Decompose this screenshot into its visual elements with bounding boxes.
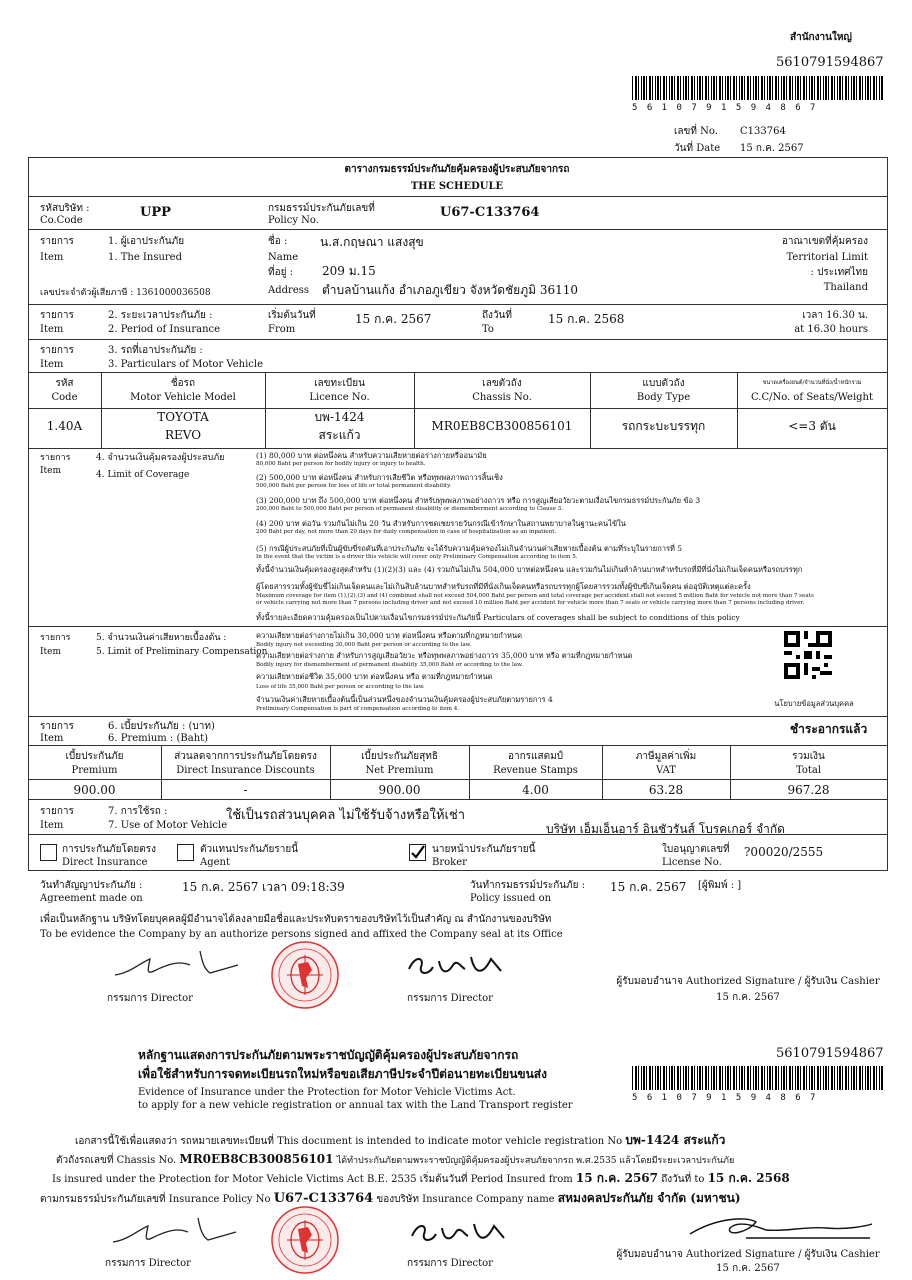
qr-caption: นโยบายข้อมูลส่วนบุคคล [774, 699, 854, 708]
evidence-line4-mid: ของบริษัท Insurance Company name [376, 1194, 555, 1205]
ph-discount-th: ส่วนลดจากการประกันภัยโดยตรง [174, 751, 317, 762]
item1-label-th: รายการ [40, 236, 74, 247]
vh-cc-th: ขนาดเครื่องยนต์/จำนวนที่นั่ง/น้ำหนักรวม [762, 380, 862, 386]
use-label-th: 7. การใช้รถ : [108, 806, 168, 817]
vehicle-cc: <=3 ตัน [788, 419, 836, 433]
coverage-1-th: (1) 80,000 บาท ต่อหนึ่งคน สำหรับความเสียหายต่อร่างกายหรืออนามัย [256, 451, 487, 460]
from-label-th: เริ่มต้นวันที่ [268, 310, 316, 321]
period-from: 15 ก.ค. 2567 [355, 312, 432, 326]
director-label-4: กรรมการ Director [407, 1258, 493, 1269]
use-value: ใช้เป็นรถส่วนบุคคล ไม่ใช้รับจ้างหรือให้เช่า [226, 808, 466, 823]
evidence-title-th1: หลักฐานแสดงการประกันภัยตามพระราชบัญญัติคุ้มครองผู้ประสบภัยจากรถ [138, 1048, 519, 1062]
item3-label-th: รายการ [40, 345, 74, 356]
vh-code-en: Code [51, 392, 78, 403]
territory-label-th: อาณาเขตที่คุ้มครอง [781, 236, 868, 247]
prelim-2-th: ความเสียหายต่อร่างกาย สำหรับการสูญเสียอวัยวะ หรือทุพพลภาพอย่างถาวร 35,000 บาท หรือ ตามที่กฎหมายกำหนด [256, 651, 633, 660]
ph-stamps-en: Revenue Stamps [493, 765, 578, 776]
tax-id: เลขประจำตัวผู้เสียภาษี : 1361000036508 [40, 288, 211, 298]
cashier-signature [686, 1208, 876, 1244]
discount-value: - [243, 783, 248, 797]
premium-value: 900.00 [73, 783, 116, 797]
evidence-doc-number: 5610791594867 [776, 1046, 884, 1061]
item5-label-th: รายการ [40, 633, 71, 643]
item4-label-th: รายการ [40, 453, 71, 463]
prelim-4-en: Preliminary Compensation is part of compensation according to item 4. [256, 706, 460, 712]
barcode-bottom-digits: 5 6 1 0 7 9 1 5 9 4 8 6 7 [632, 1093, 818, 1103]
coverage-2-th: (2) 500,000 บาท ต่อหนึ่งคน สำหรับการเสียชีวิต หรือทุพพลภาพถาวรสิ้นเชิง [256, 473, 503, 482]
agreement-label-th: วันทำสัญญาประกันภัย : [40, 880, 143, 891]
territory-label-en: Territorial Limit [786, 252, 868, 263]
ph-total-en: Total [795, 765, 822, 776]
item5-label-en: Item [40, 647, 62, 657]
address-label-th: ที่อยู่ : [268, 267, 294, 278]
evidence-statement-th: เพื่อเป็นหลักฐาน บริษัทโดยบุคคลผู้มีอำนาจได้ลงลายมือชื่อและประทับตราของบริษัทไว้เป็นสำคัญ ณ สำนักงานของบริษัท [40, 914, 552, 925]
address-line1: 209 ม.15 [322, 264, 376, 278]
coverage-5-en: In the event that the victim is a driver this vehicle will cover only Preliminary Compensation according to item 5. [256, 554, 578, 560]
territory-value-en: Thailand [823, 282, 868, 293]
broker-label-en: Broker [432, 857, 467, 868]
evidence-line1 [75, 1134, 725, 1147]
coverage-3-en: 200,000 Baht to 500,000 Baht per person of permanent disability or dismemberment according to Clause 3. [256, 506, 564, 512]
coverage-2-en: 500,000 Baht per person for loss of life or total permanent disability. [256, 483, 452, 489]
coverage-3-th: (3) 200,000 บาท ถึง 500,000 บาท ต่อหนึ่งคน สำหรับทุพพลภาพอย่างถาวร หรือ การสูญเสียอวัยวะตามเงื่อนไขกรมธรรม์ประกันภัย ข้อ 3 [256, 496, 701, 505]
coverage-4-th: (4) 200 บาท ต่อวัน รวมกันไม่เกิน 20 วัน สำหรับการชดเชยรายวันกรณีเข้ารักษาในสถานพยาบาลในฐานะคนไข้ใน [256, 519, 626, 528]
director-label-1: กรรมการ Director [107, 993, 193, 1004]
time-label-en: at 16.30 hours [794, 324, 868, 335]
authorized-label-1: ผู้รับมอบอำนาจ Authorized Signature / ผู้รับเงิน Cashier [616, 976, 880, 987]
direct-label-en: Direct Insurance [62, 857, 148, 868]
checkmark-icon [410, 845, 425, 860]
coverage-4-en: 200 Baht per day, not more than 20 days for daily compensation in case of hospitalization as an inpatient. [256, 529, 557, 535]
vh-model-th: ชื่อรถ [170, 378, 196, 389]
to-label-en: To [482, 324, 494, 335]
vehicle-chassis: MR0EB8CB300856101 [431, 419, 573, 433]
evidence-title-th2: เพื่อใช้สำหรับการจดทะเบียนรถใหม่หรือขอเสียภาษีประจำปีต่อนายทะเบียนขนส่ง [138, 1067, 547, 1081]
evidence-line3 [52, 1172, 790, 1185]
prelim-3-en: Loss of life 35,000 Baht per person or according to the law. [256, 684, 425, 690]
printer-label: [ผู้พิมพ์ : ] [698, 880, 742, 891]
item6-label-en: Item [40, 733, 64, 744]
item1-label-en: Item [40, 252, 64, 263]
agent-label-th: ตัวแทนประกันภัยรายนี้ [200, 844, 299, 855]
evidence-line2 [56, 1153, 734, 1166]
policy-number: U67-C133764 [440, 205, 540, 220]
policy-label-th: กรมธรรม์ประกันภัยเลขที่ [268, 203, 375, 214]
no-value: C133764 [740, 126, 786, 137]
vh-body-en: Body Type [636, 392, 691, 403]
net-premium-value: 900.00 [378, 783, 421, 797]
ph-stamps-th: อากรแสตมป์ [507, 751, 564, 762]
barcode-top [632, 76, 884, 100]
license-label-en: License No. [662, 857, 722, 868]
broker-company: บริษัท เอ็มเอ็นอาร์ อินชัวรันส์ โบรคเกอร์ จำกัด [546, 822, 785, 836]
date-value: 15 ก.ค. 2567 [740, 143, 804, 154]
ph-total-th: รวมเงิน [792, 751, 825, 762]
item7-label-th: รายการ [40, 806, 74, 817]
vehicle-model-name: REVO [164, 428, 202, 442]
agent-checkbox[interactable] [177, 844, 194, 861]
schedule-title-th: ตารางกรมธรรม์ประกันภัยคุ้มครองผู้ประสบภัยจากรถ [344, 164, 570, 175]
barcode-bottom [632, 1066, 884, 1090]
ph-net-th: เบี้ยประกันภัยสุทธิ [361, 751, 438, 762]
prelim-label-en: 5. Limit of Preliminary Compensation [96, 647, 268, 657]
vehicle-code: 1.40A [46, 419, 83, 433]
date-label: วันที่ Date [674, 143, 721, 154]
prelim-3-th: ความเสียหายต่อชีวิต 35,000 บาท ต่อหนึ่งคน หรือ ตามที่กฎหมายกำหนด [256, 672, 493, 681]
issued-label-en: Policy issued on [470, 893, 552, 904]
ph-discount-en: Direct Insurance Discounts [176, 765, 315, 776]
coverage-note: ทั้งนี้รายละเอียดความคุ้มครองเป็นไปตามเงื่อนไขกรมธรรม์ประกันภัยนี้ Particulars of coverages shall be subject to conditions of this policy [256, 613, 740, 622]
evidence-statement-en: To be evidence the Company by an authorize persons signed and affixed the Company seal at its Office [40, 929, 563, 940]
coverage-max-th2: ผู้โดยสารรวมทั้งผู้ขับขี่ไม่เกินเจ็ดคนและไม่เกินสิบล้านบาทสำหรับรถที่มีที่นั่งเกินเจ็ดคนหรือรถบรรทุกผู้โดยสารรวมทั้งผู้ขับขี่เกินเจ็ดคน ต่ออุบัติเหตุแต่ละครั้ง [256, 582, 751, 591]
address-line2: ตำบลบ้านแก้ง อำเภอภูเขียว จังหวัดชัยภูมิ 36110 [322, 283, 579, 297]
director-signature-1 [110, 945, 250, 985]
issued-value: 15 ก.ค. 2567 [610, 880, 687, 894]
period-label-th: 2. ระยะเวลาประกันภัย : [108, 310, 213, 321]
policy-label-en: Policy No. [268, 215, 319, 226]
barcode-digits: 5 6 1 0 7 9 1 5 9 4 8 6 7 [632, 103, 818, 113]
insured-label-en: 1. The Insured [108, 252, 182, 263]
coverage-max-en2: or vehicle carrying not more than 7 persons including driver and not exceed 10 million Baht per accident for vehicle more than 7 seats or vehicle carrying more than 7 persons including driver. [256, 600, 805, 606]
evidence-line3-text: Is insured under the Protection for Motor Vehicle Victims Act B.E. 2535 เริ่มต้นวันที่ Period Insured from [52, 1174, 573, 1185]
no-label: เลขที่ No. [674, 126, 718, 137]
authorized-date-2: 15 ก.ค. 2567 [716, 1263, 780, 1274]
authorized-label-2: ผู้รับมอบอำนาจ Authorized Signature / ผู้รับเงิน Cashier [616, 1249, 880, 1260]
agreement-value: 15 ก.ค. 2567 เวลา 09:18:39 [182, 880, 345, 894]
agent-label-en: Agent [200, 857, 230, 868]
coverage-max-th: ทั้งนี้จำนวนเงินคุ้มครองสูงสุดสำหรับ (1)(2)(3) และ (4) รวมกันไม่เกิน 504,000 บาทต่อหนึ่งคน และรวมกันไม่เกินห้าล้านบาทสำหรับรถที่มีที่นั่งไม่เกินเจ็ดคนหรือรถบรรทุก [256, 565, 803, 574]
coverage-max-en: Maximum coverage for item (1),(2),(3) and (4) combined shall not exceed 504,000 Baht per person and total coverage per accident shall not exceed 5 million Baht for vehicle not more than 7 seats [256, 593, 814, 599]
insured-label-th: 1. ผู้เอาประกันภัย [108, 236, 185, 247]
co-code-label-th: รหัสบริษัท : [40, 203, 90, 214]
use-label-en: 7. Use of Motor Vehicle [108, 820, 228, 831]
vh-code-th: รหัส [55, 378, 74, 389]
vehicle-licence-no: บพ-1424 [314, 410, 365, 424]
name-label-en: Name [268, 252, 299, 263]
coverage-1-en: 80,000 Baht per person for bodily injury or injury to health. [256, 461, 426, 467]
qr-code[interactable] [784, 631, 832, 679]
evidence-chassis: MR0EB8CB300856101 [179, 1152, 334, 1166]
vh-licence-en: Licence No. [309, 392, 370, 403]
vehicle-licence-province: สระแก้ว [318, 428, 361, 442]
insured-name: น.ส.กฤษณา แสงสุข [320, 235, 424, 249]
vh-body-th: แบบตัวถัง [642, 378, 685, 389]
evidence-registration: บพ-1424 สระแก้ว [625, 1133, 726, 1147]
item6-label-th: รายการ [40, 721, 74, 732]
coverage-label-th: 4. จำนวนเงินคุ้มครองผู้ประสบภัย [96, 453, 225, 463]
item3-label-en: Item [40, 359, 64, 370]
item4-label-en: Item [40, 466, 62, 476]
ph-vat-th: ภาษีมูลค่าเพิ่ม [635, 751, 697, 762]
broker-checkbox[interactable] [409, 844, 426, 861]
address-label-en: Address [268, 285, 309, 296]
vh-cc-en: C.C/No. of Seats/Weight [750, 392, 874, 403]
co-code-label-en: Co.Code [40, 215, 83, 226]
coverage-5-th: (5) กรณีผู้ประสบภัยที่เป็นผู้ขับขี่รถคันที่เอาประกันภัย จะได้รับความคุ้มครองไม่เกินจำนวนค่าเสียหายเบื้องต้น ตามที่ระบุในรายการที่ 5 [256, 544, 683, 553]
evidence-line4-text: ตามกรมธรรม์ประกันภัยเลขที่ Insurance Policy No [40, 1194, 271, 1205]
schedule-title-en: THE SCHEDULE [410, 181, 504, 192]
agreement-label-en: Agreement made on [40, 893, 143, 904]
vehicle-label-th: 3. รถที่เอาประกันภัย : [108, 345, 203, 356]
evidence-period-to: 15 ก.ค. 2568 [707, 1171, 790, 1185]
prelim-label-th: 5. จำนวนเงินค่าเสียหายเบื้องต้น : [96, 633, 227, 643]
premium-label-th: 6. เบี้ยประกันภัย : (บาท) [108, 721, 215, 732]
evidence-line2-text: ตัวถังรถเลขที่ Chassis No. [56, 1155, 177, 1166]
item7-label-en: Item [40, 820, 64, 831]
period-to: 15 ก.ค. 2568 [548, 312, 625, 326]
territory-value-th: : ประเทศไทย [810, 267, 868, 278]
prelim-1-th: ความเสียหายต่อร่างกายไม่เกิน 30,000 บาท ต่อหนึ่งคน หรือตามที่กฎหมายกำหนด [256, 631, 522, 640]
evidence-period-from: 15 ก.ค. 2567 [575, 1171, 658, 1185]
period-label-en: 2. Period of Insurance [108, 324, 221, 335]
ph-vat-en: VAT [656, 765, 676, 776]
premium-label-en: 6. Premium : (Baht) [108, 733, 209, 744]
vh-chassis-en: Chassis No. [472, 392, 532, 403]
direct-insurance-checkbox[interactable] [40, 844, 57, 861]
issued-label-th: วันทำกรมธรรม์ประกันภัย : [470, 880, 586, 891]
ph-premium-en: Premium [71, 765, 118, 776]
director-label-3: กรรมการ Director [105, 1258, 191, 1269]
vh-chassis-th: เลขตัวถัง [482, 378, 522, 389]
direct-label-th: การประกันภัยโดยตรง [62, 844, 156, 855]
co-code-value: UPP [140, 205, 171, 220]
coverage-label-en: 4. Limit of Coverage [96, 470, 190, 480]
document-number: 5610791594867 [776, 55, 884, 70]
evidence-line2-post: ได้ทำประกันภัยตามพระราชบัญญัติคุ้มครองผู้ประสบภัยจากรถ พ.ศ.2535 แล้วโดยมีระยะเวลาประกันภัย [336, 1156, 735, 1166]
schedule-frame [28, 157, 888, 871]
name-label-th: ชื่อ : [268, 236, 288, 247]
time-label-th: เวลา 16.30 น. [802, 310, 868, 321]
company-seal-2 [270, 1205, 340, 1275]
evidence-title-en1: Evidence of Insurance under the Protection for Motor Vehicle Victims Act. [138, 1087, 516, 1098]
from-label-en: From [268, 324, 296, 335]
evidence-line3-mid: ถึงวันที่ to [661, 1174, 705, 1185]
director-signature-3 [108, 1212, 248, 1252]
prelim-4-th: จำนวนเงินค่าเสียหายเบื้องต้นนี้เป็นส่วนหนึ่งของจำนวนเงินคุ้มครองผู้ประสบภัยตามรายการ 4 [256, 695, 553, 704]
evidence-title-en2: to apply for a new vehicle registration or annual tax with the Land Transport register [138, 1100, 573, 1111]
broker-label-th: นายหน้าประกันภัยรายนี้ [432, 844, 536, 855]
prelim-1-en: Bodily injury not exceeding 30,000 Baht per person or according to the law. [256, 642, 472, 648]
director-signature-4 [408, 1212, 518, 1252]
evidence-company-name: สหมงคลประกันภัย จำกัด (มหาชน) [557, 1191, 741, 1205]
stamps-value: 4.00 [522, 783, 549, 797]
license-number: ?00020/2555 [744, 845, 824, 859]
vehicle-model-make: TOYOTA [157, 410, 209, 424]
company-seal-1 [270, 940, 340, 1010]
stamp-paid-label: ชำระอากรแล้ว [790, 722, 868, 736]
item2-label-th: รายการ [40, 310, 74, 321]
director-signature-2 [405, 945, 515, 985]
prelim-2-en: Bodily injury for dismemberment of permanent disability 35,000 Baht or according to the law. [256, 662, 524, 668]
ph-net-en: Net Premium [365, 765, 434, 776]
vat-value: 63.28 [648, 783, 684, 797]
to-label-th: ถึงวันที่ [482, 310, 512, 321]
evidence-line4 [40, 1192, 741, 1206]
vh-model-en: Motor Vehicle Model [130, 392, 236, 403]
ph-premium-th: เบี้ยประกันภัย [65, 751, 124, 762]
item2-label-en: Item [40, 324, 64, 335]
vh-licence-th: เลขทะเบียน [314, 378, 365, 389]
vehicle-label-en: 3. Particulars of Motor Vehicle [108, 359, 263, 370]
director-label-2: กรรมการ Director [407, 993, 493, 1004]
license-label-th: ใบอนุญาตเลขที่ [662, 844, 730, 855]
authorized-date-1: 15 ก.ค. 2567 [716, 992, 780, 1003]
office-label: สำนักงานใหญ่ [790, 32, 852, 43]
evidence-line1-text: เอกสารนี้ใช้เพื่อแสดงว่า รถหมายเลขทะเบียนที่ This document is intended to indicate motor vehicle registration No [75, 1136, 623, 1147]
vehicle-body: รถกระบะบรรทุก [621, 419, 706, 433]
evidence-policy-number: U67-C133764 [273, 1191, 374, 1206]
total-value: 967.28 [787, 783, 830, 797]
